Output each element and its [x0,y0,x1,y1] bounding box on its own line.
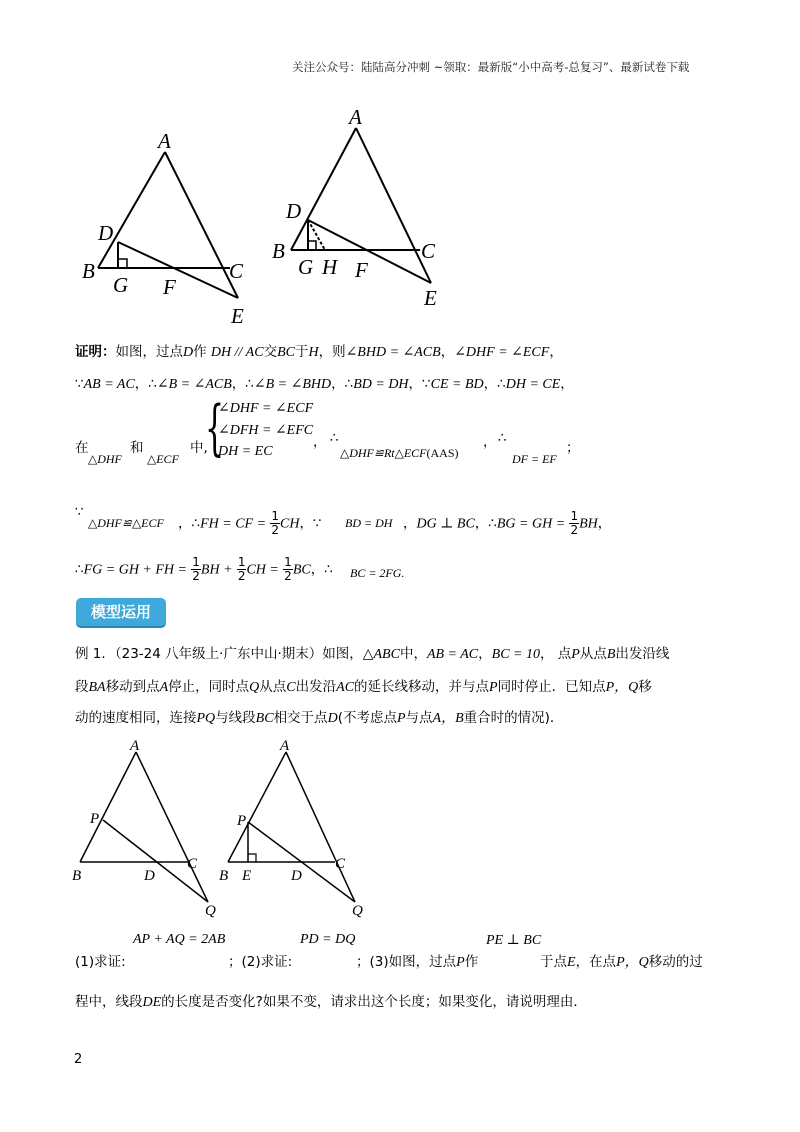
fig1-label-E: E [231,304,244,328]
text: 如图，过点 [115,344,183,360]
math: P，Q [605,680,639,695]
question-3-eq: PE ⊥ BC [486,933,542,948]
math: H [308,345,319,360]
fig4-label-P: P [237,813,247,829]
math: △ABC [362,647,400,662]
math: A [159,680,169,695]
symbol: ∵ [75,376,84,392]
math: BC [277,345,295,360]
math: ∠B = ∠BHD [253,377,332,392]
num: 1 [237,555,246,569]
math: D [327,711,338,726]
df-ef: DF = EF [512,452,557,466]
math: CH [279,516,300,532]
math: PQ [196,711,216,726]
comma: ， [313,434,327,450]
proof-label: 证明： [75,344,116,360]
example-line-1 [75,642,669,663]
math: B [606,647,616,662]
math: Q [249,680,260,695]
comma: ， [483,434,497,450]
proof-zai: 在 [75,440,89,456]
text: 与点 [405,710,433,726]
page-number: 2 [74,1052,83,1067]
fig4-label-Q: Q [352,903,363,919]
math: BD = DH [353,377,409,392]
fig3-label-D: D [144,868,155,884]
math: BC [292,562,311,578]
example-line-3 [75,706,563,727]
text: (不考虑点 [337,710,397,726]
text: 重合时的情况)． [463,710,564,726]
example-line-2 [75,675,652,696]
math: FH = CF = [200,516,267,532]
text: 的长度是否变化?如果不变，请求出这个长度；如果变化，请说明理由． [161,994,587,1010]
fig1-label-G: G [113,273,129,297]
therefore: ∴ [498,430,507,446]
final-result [350,566,404,581]
math: (AAS) [426,446,459,460]
question-3-line-2 [75,990,587,1011]
text: 同时停止．已知点 [497,679,606,695]
proof-line-4 [178,510,322,537]
proof-line-4b [403,510,611,537]
math: DH = CE [505,377,561,392]
proof-line-5 [75,556,333,583]
fig1-label-C: C [229,259,244,283]
fraction [283,556,293,583]
system-eq-3: DH = EC [218,444,273,459]
text: ，∴ [178,515,201,532]
text: 中， [399,646,427,662]
system-eq-2: ∠DFH = ∠EFC [218,423,314,438]
question-3-b [540,950,703,971]
math: P [571,647,580,662]
question-2-eq: PD = DQ [300,932,356,947]
num: 1 [570,509,579,523]
fig2-label-A: A [349,105,362,129]
fig1-label-D: D [98,221,114,245]
therefore: ∴ [330,430,339,446]
num: 1 [192,555,200,569]
fig4-label-E: E [242,868,252,884]
page-header: 关注公众号：陆陆高分冲刺 ~领取：最新版“小中高考-总复习”、最新试卷下载 [292,60,690,74]
math: P [396,711,406,726]
math: P [489,680,498,695]
text: 相交于点 [273,710,328,726]
math: AB = AC [83,377,135,392]
math: △DHF≌Rt△ECF [340,446,427,460]
fig4-label-D: D [291,868,302,884]
question-3-a [356,950,478,971]
text: ；(3)如图，过点 [356,954,457,970]
text: 作 [193,344,207,360]
math: ∠DHF = ∠ECF [454,345,550,360]
fig4-label-C: C [335,856,346,872]
math: P，Q [616,955,649,970]
math: BC = 10 [491,647,540,662]
text: ， 点 [539,646,572,662]
math: C [286,680,296,695]
math: DH // AC [210,345,264,360]
math: E [567,955,576,970]
den: 2 [192,569,200,583]
text: 从点 [259,679,287,695]
math: FG = GH + FH = [83,562,187,578]
math: CH = [246,562,279,578]
text: 于点 [540,954,567,970]
text: ， [403,515,417,532]
fig2-label-F: F [355,258,368,282]
text: 例 1．（23-24 八年级上·广东中山·期末）如图， [75,646,363,662]
text: 移动到点 [105,679,160,695]
text: ，在点 [575,954,617,970]
math: DE [142,995,162,1010]
system-brace: { [205,393,225,463]
bd-dh: BD = DH [345,516,393,530]
proof-line-2 [75,372,574,393]
text: 的延长线移动，并与点 [354,679,490,695]
text: ， [597,515,612,532]
system-eq-1: ∠DHF = ∠ECF [218,401,314,416]
congruence-aas [340,446,459,461]
semicolon: ； [566,440,580,456]
math: ∠BHD = ∠ACB [345,345,441,360]
fraction [270,510,280,537]
math: ∠B = ∠ACB [156,377,232,392]
den: 2 [570,523,579,537]
math: D [183,345,194,360]
fig3-label-Q: Q [205,903,216,919]
text: 移动的过 [648,954,703,970]
fig2-label-C: C [421,239,436,263]
text: ，∴ [310,561,333,578]
math: BG = GH = [496,516,566,532]
proof-zhong: 中, [190,440,208,456]
question-1-eq: AP + AQ = 2AB [133,932,226,947]
den: 2 [284,569,292,583]
fig3-label-C: C [187,856,198,872]
fraction [191,556,201,583]
text: ， [560,376,574,392]
num: 1 [284,555,292,569]
text: ，∴ [331,376,354,392]
question-1-label: (1)求证: [75,954,126,970]
text: ，则 [318,344,346,360]
proof-tri-ecf: △ECF [147,452,179,466]
fig3-label-P: P [90,811,100,827]
text: ， [440,344,455,360]
congruence: △DHF≌△ECF [88,516,164,530]
text: ，∴ [134,376,157,392]
text: 从点 [579,646,607,662]
math: AB = AC [426,647,479,662]
fraction [569,510,579,537]
fig2-label-B: B [272,239,285,263]
text: ，∵ [408,376,431,392]
text: 动的速度相同，连接 [75,710,197,726]
fig1-label-A: A [158,129,171,153]
proof-tri-dhf: △DHF [88,452,122,466]
fig3-label-B: B [72,868,82,884]
text: 程中，线段 [75,994,143,1010]
math: BH [579,516,598,532]
text: ， [478,646,492,662]
text: 作 [464,954,479,970]
section-badge: 模型运用 [76,598,166,626]
text: ，∴ [483,376,506,392]
den: 2 [271,523,279,537]
fig4-label-B: B [219,868,229,884]
proof-he: 和 [130,440,144,456]
math: CE = BD [430,377,484,392]
fig3-label-A: A [130,738,140,754]
text: 与线段 [215,710,256,726]
text: 出发沿线 [615,646,670,662]
den: 2 [237,569,246,583]
math: BH + [200,562,233,578]
text: . [401,566,405,580]
math: P [456,955,465,970]
fig2-label-H: H [322,255,338,279]
text: ，∵ [299,515,322,532]
proof-line-1 [75,340,563,361]
text: 段 [75,679,89,695]
fig1-label-F: F [163,275,176,299]
text: 停止，同时点 [168,679,250,695]
text: 于 [294,344,309,360]
text: ，∴ [474,515,497,532]
text: 移 [638,679,652,695]
fig2-label-E: E [424,286,437,310]
symbol: ∴ [75,561,84,578]
text: 出发沿 [295,679,337,695]
math: DG ⊥ BC [416,516,475,532]
because: ∵ [75,504,84,520]
math: BC [255,711,274,726]
math: BA [88,680,106,695]
math: A，B [432,711,464,726]
text: 交 [263,344,278,360]
text: ，∴ [231,376,254,392]
math: AC [336,680,355,695]
text: ， [549,344,563,360]
question-2-label: ；(2)求证: [228,954,293,970]
fig2-label-G: G [298,255,314,279]
num: 1 [271,509,279,523]
math: BC = 2FG [350,566,402,580]
fig2-label-D: D [286,199,302,223]
fig4-label-A: A [280,738,290,754]
fig1-label-B: B [82,259,95,283]
